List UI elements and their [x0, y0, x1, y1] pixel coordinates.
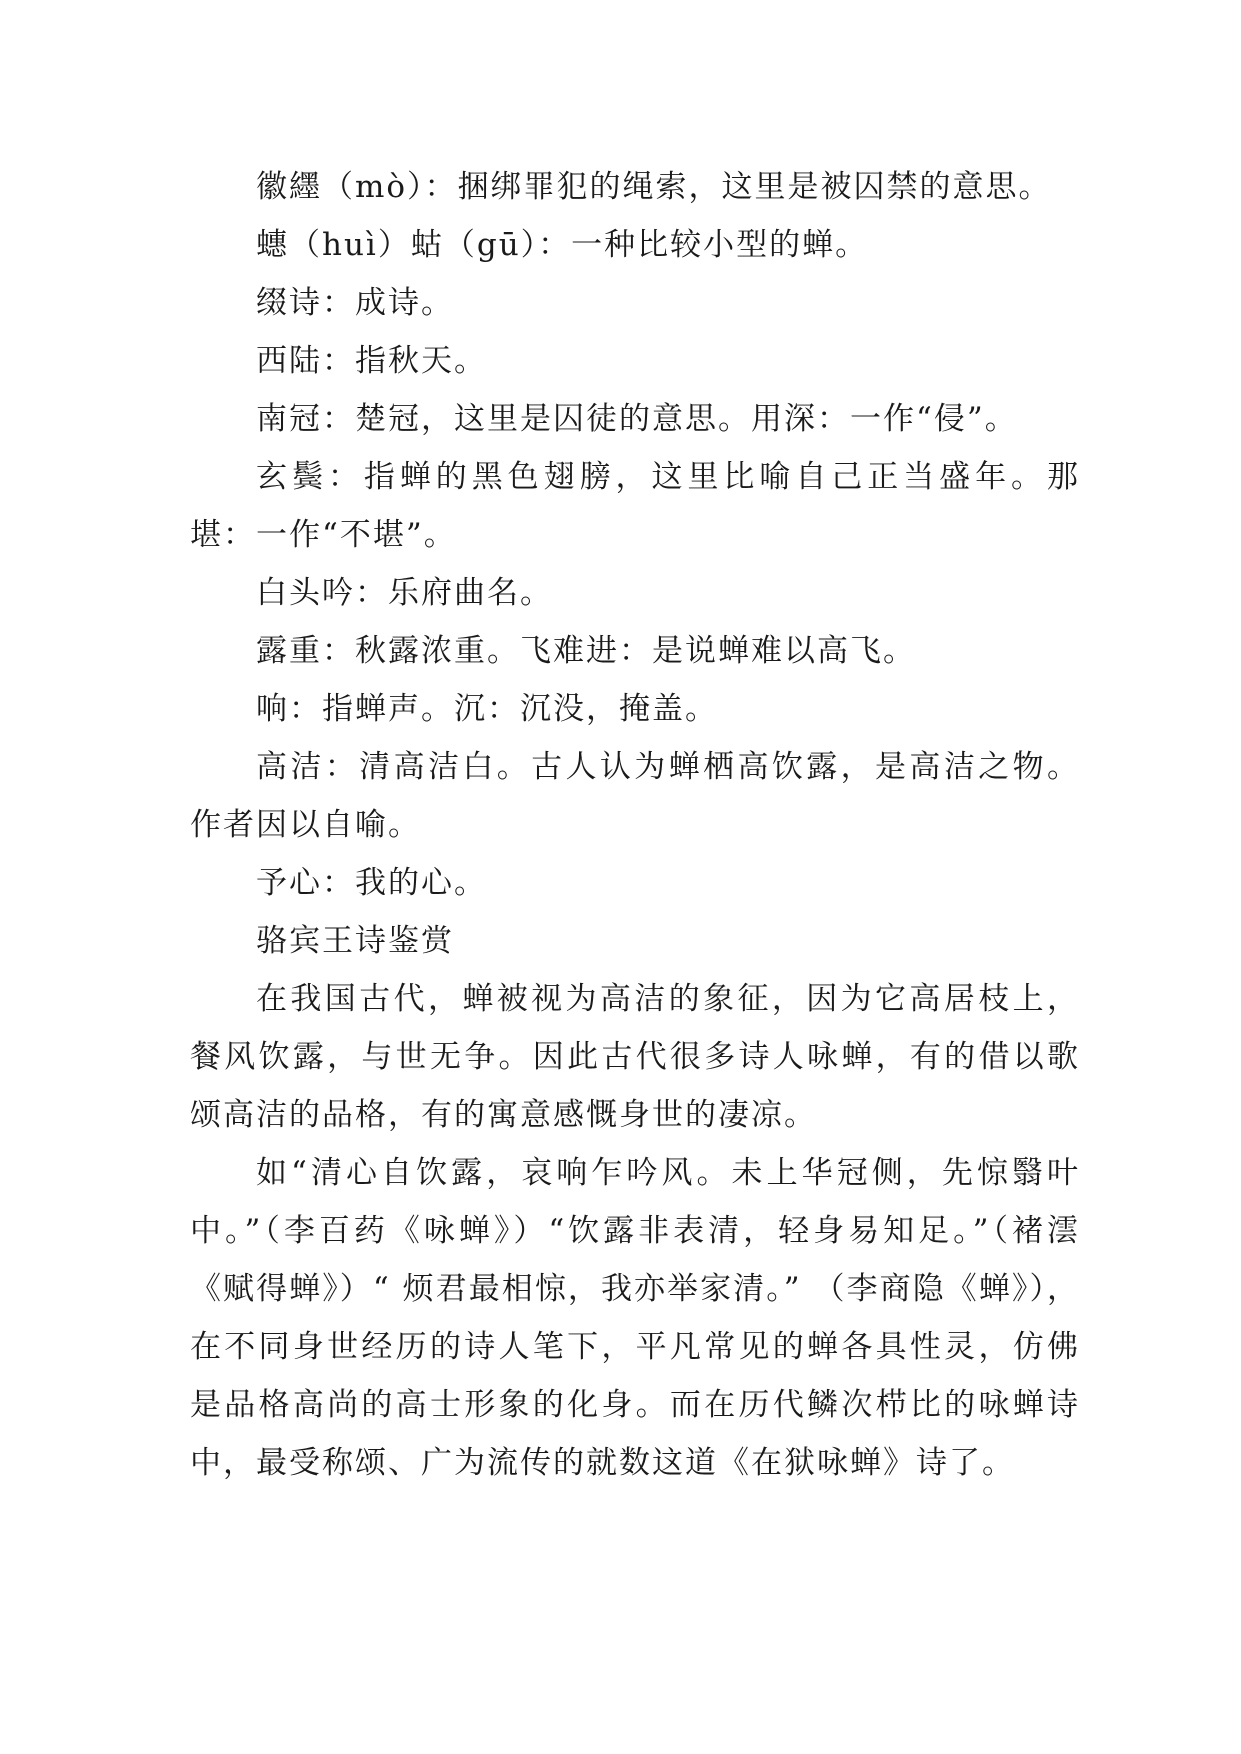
note-baitouyin: 白头吟：乐府曲名。 [256, 575, 553, 611]
note-nanguan: 南冠：楚冠，这里是囚徒的意思。用深：一作“侵”。 [256, 401, 1018, 437]
note-mo: 徽纆（mò）：捆绑罪犯的绳索，这里是被囚禁的意思。 [256, 169, 1052, 205]
section-heading: 骆宾王诗鉴赏 [256, 923, 454, 959]
note-huigu: 蟪（huì）蛄（gū）：一种比较小型的蝉。 [256, 227, 869, 263]
note-yuxin: 予心：我的心。 [256, 865, 487, 901]
note-xuanbin: 玄鬓：指蝉的黑色翅膀，这里比喻自己正当盛年。那堪：一作“不堪”。 [190, 459, 1080, 553]
note-gaojie: 高洁：清高洁白。古人认为蝉栖高饮露，是高洁之物。作者因以自喻。 [190, 749, 1080, 843]
note-zhuishi: 缀诗：成诗。 [256, 285, 454, 321]
note-xilu: 西陆：指秋天。 [256, 343, 487, 379]
document-page [190, 158, 1080, 1492]
appreciation-paragraph-1: 在我国古代，蝉被视为高洁的象征，因为它高居枝上，餐风饮露，与世无争。因此古代很多诗人咏蝉，有的借以歌颂高洁的品格，有的寓意感慨身世的凄凉。 [190, 981, 1080, 1133]
note-xiang: 响：指蝉声。沉：沉没，掩盖。 [256, 691, 718, 727]
appreciation-paragraph-2: 如“清心自饮露，哀响乍吟风。未上华冠侧，先惊翳叶中。”（李百药《咏蝉》）“饮露非表清，轻身易知足。”（褚澐《赋得蝉》）“ 烦君最相惊，我亦举家清。” （李商隐《蝉》），在不同身世经历的诗人笔下，平凡常见的蝉各具性灵，仿佛是品格高尚的高士形象的化身。而在历代鳞次栉比的咏蝉诗中，最受称颂、广为流传的就数这道《在狱咏蝉》诗了。 [190, 1155, 1080, 1481]
note-luzhong: 露重：秋露浓重。飞难进：是说蝉难以高飞。 [256, 633, 916, 669]
